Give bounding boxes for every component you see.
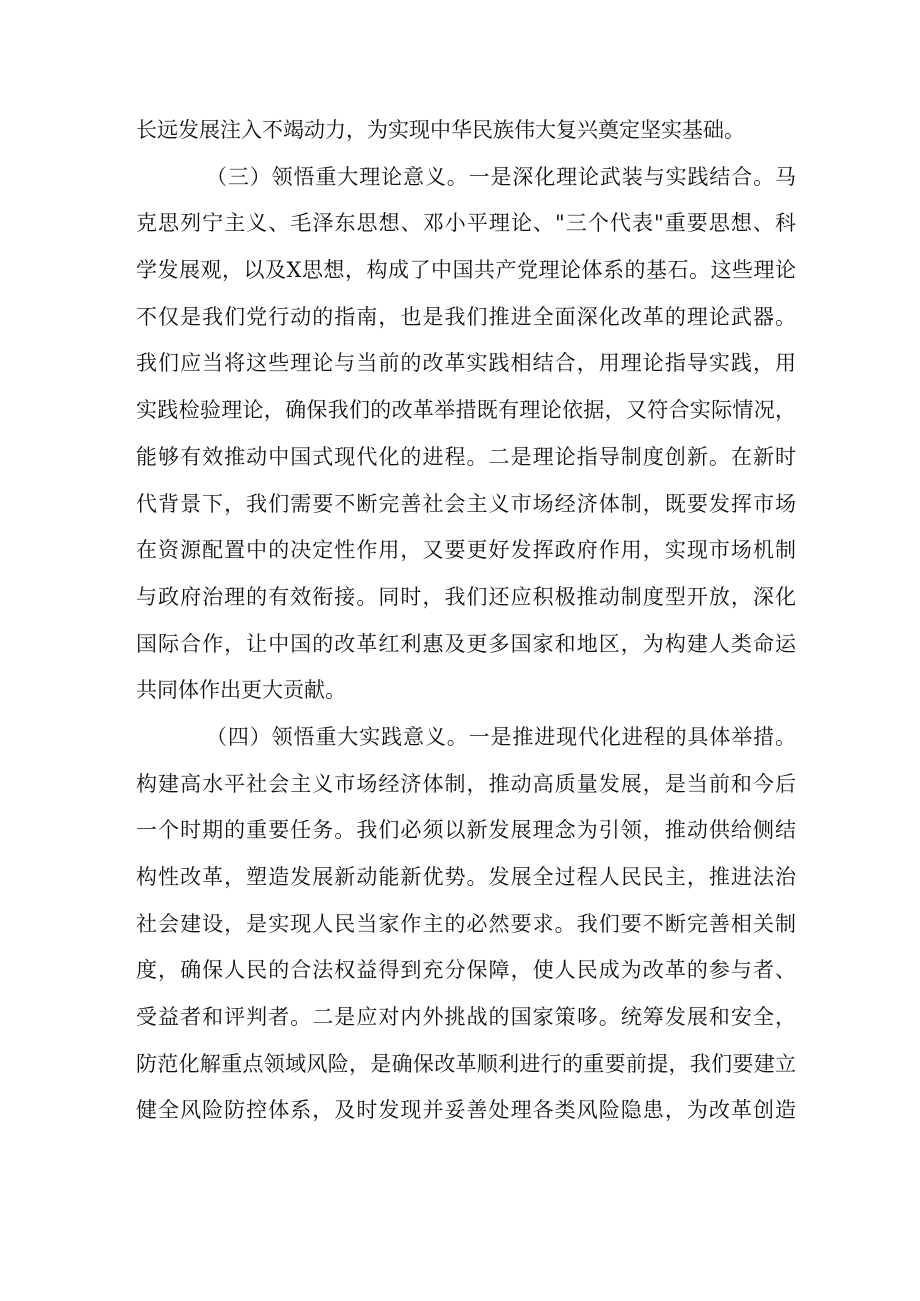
text-line: 健全风险防控体系，及时发现并妥善处理各类风险隐患，为改革创造 — [136, 1098, 796, 1123]
text-line: 社会建设，是实现人民当家作主的必然要求。我们要不断完善相关制 — [136, 911, 796, 936]
text-line: 防范化解重点领域风险，是确保改革顺利进行的重要前提，我们要建立 — [136, 1051, 796, 1076]
section-heading-line: （四）领悟重大实践意义。一是推进现代化进程的具体举措。 — [206, 724, 796, 749]
text-line: 我们应当将这些理论与当前的改革实践相结合，用理论指导实践，用 — [136, 351, 796, 376]
text-line: 一个时期的重要任务。我们必须以新发展理念为引领，推动供给侧结 — [136, 818, 796, 843]
text-line: 构性改革，塑造发展新动能新优势。发展全过程人民民主，推进法治 — [136, 865, 796, 889]
text-line: 与政府治理的有效衔接。同时，我们还应积极推动制度型开放，深化 — [136, 584, 796, 609]
text-line: 构建高水平社会主义市场经济体制，推动高质量发展，是当前和今后 — [136, 771, 796, 796]
text-line: 在资源配置中的决定性作用，又要更好发挥政府作用，实现市场机制 — [136, 538, 796, 563]
text-line: 学发展观，以及X思想，构成了中国共产党理论体系的基石。这些理论 — [136, 258, 796, 283]
text-line: 度，确保人民的合法权益得到充分保障，使人民成为改革的参与者、 — [136, 958, 796, 983]
body-text — [136, 107, 796, 1134]
section-heading-line: （三）领悟重大理论意义。一是深化理论武装与实践结合。马 — [206, 164, 796, 189]
text-line: 能够有效推动中国式现代化的进程。二是理论指导制度创新。在新时 — [136, 444, 796, 469]
text-line: 受益者和评判者。二是应对内外挑战的国家策哆。统筹发展和安全， — [136, 1005, 796, 1030]
text-line: 克思列宁主义、毛泽东思想、邓小平理论、"三个代表"重要思想、科 — [136, 211, 796, 236]
text-line: 代背景下，我们需要不断完善社会主义市场经济体制，既要发挥市场 — [136, 491, 796, 516]
text-line: 实践检验理论，确保我们的改革举措既有理论依据，又符合实际情况， — [136, 398, 796, 423]
text-line: 共同体作出更大贡献。 — [136, 678, 346, 703]
text-line: 国际合作，让中国的改革红利惠及更多国家和地区，为构建人类命运 — [136, 631, 796, 656]
text-line: 不仅是我们党行动的指南，也是我们推进全面深化改革的理论武器。 — [136, 304, 796, 329]
text-line: 长远发展注入不竭动力，为实现中华民族伟大复兴奠定坚实基础。 — [136, 118, 745, 142]
